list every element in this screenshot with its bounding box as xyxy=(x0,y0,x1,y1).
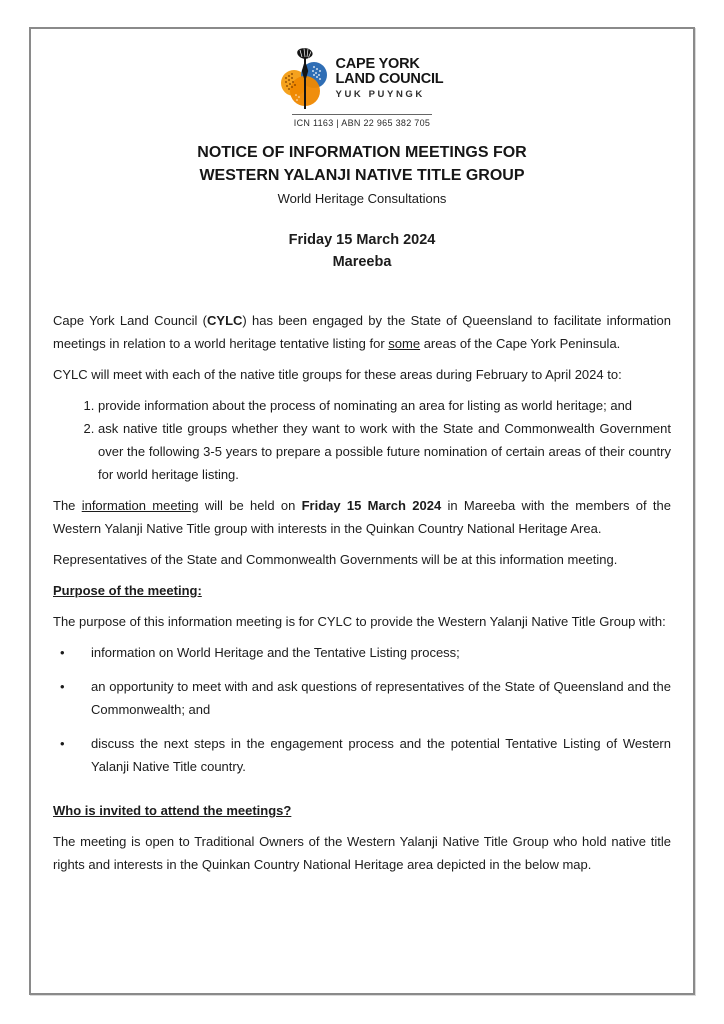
logo-divider xyxy=(292,114,432,115)
meeting-aims-numbered-list xyxy=(53,394,671,486)
org-tagline: YUK PUYNGK xyxy=(335,88,425,100)
numbered-item-1: 1. provide information about the process of nominating an area for listing as world heritage; and xyxy=(98,394,671,417)
notice-subtitle: World Heritage Consultations xyxy=(277,191,447,206)
bullet-item-3: • discuss the next steps in the engagement process and the potential Tentative Listing of Western Yalanji Native Title country. xyxy=(91,732,671,778)
bullet-item-2: • an opportunity to meet with and ask questions of representatives of the State of Queensland and the Commonwealth; and xyxy=(91,675,671,721)
purpose-heading: Purpose of the meeting: xyxy=(53,583,202,598)
event-block xyxy=(53,229,671,273)
cape-york-land-council-logo-icon xyxy=(281,47,329,109)
logo-row xyxy=(53,47,671,109)
event-location: Mareeba xyxy=(332,254,392,270)
org-logo-block xyxy=(53,47,671,128)
bullet-item-1: • information on World Heritage and the Tentative Listing process; xyxy=(91,641,671,664)
document-page xyxy=(29,27,695,995)
paragraph-meetings-schedule: CYLC will meet with each of the native title groups for these areas during February to April 2024 to: xyxy=(53,367,622,382)
org-registration-numbers: ICN 1163 | ABN 22 965 382 705 xyxy=(293,118,431,128)
notice-title-line2: WESTERN YALANJI NATIVE TITLE GROUP xyxy=(199,167,525,184)
logo-hand-emblem xyxy=(297,48,312,59)
paragraph-meeting-details: The information meeting will be held on Friday 15 March 2024 in Mareeba with the members of the Western Yalanji Native Title group with interests in the Quinkan Country National Heritage Area. xyxy=(53,498,671,536)
who-invited-body: The meeting is open to Traditional Owners of the Western Yalanji Native Title Group who hold native title rights and interests in the Quinkan Country National Heritage area depicted in the below map. xyxy=(53,834,671,872)
paragraph-intro: Cape York Land Council (CYLC) has been engaged by the State of Queensland to facilitate information meetings in relation to a world heritage tentative listing for some areas of the Cape York Peninsula. xyxy=(53,313,671,351)
numbered-item-2: 2. ask native title groups whether they want to work with the State and Commonwealth Government over the following 3-5 years to prepare a possible future nomination of certain areas of their country for world heritage listing. xyxy=(98,417,671,486)
purpose-bullet-list xyxy=(53,641,671,778)
org-name-line1: CAPE YORK xyxy=(335,55,420,72)
who-invited-heading: Who is invited to attend the meetings? xyxy=(53,803,292,818)
paragraph-representatives: Representatives of the State and Commonwealth Governments will be at this information meeting. xyxy=(53,552,618,567)
event-date: Friday 15 March 2024 xyxy=(288,232,436,248)
notice-body xyxy=(53,309,671,876)
purpose-intro: The purpose of this information meeting is for CYLC to provide the Western Yalanji Native Title Group with: xyxy=(53,614,666,629)
org-name-line2: LAND COUNCIL xyxy=(335,70,444,87)
logo-text xyxy=(336,57,444,100)
notice-title-block xyxy=(53,141,671,209)
notice-title-line1: NOTICE OF INFORMATION MEETINGS FOR xyxy=(197,144,527,161)
